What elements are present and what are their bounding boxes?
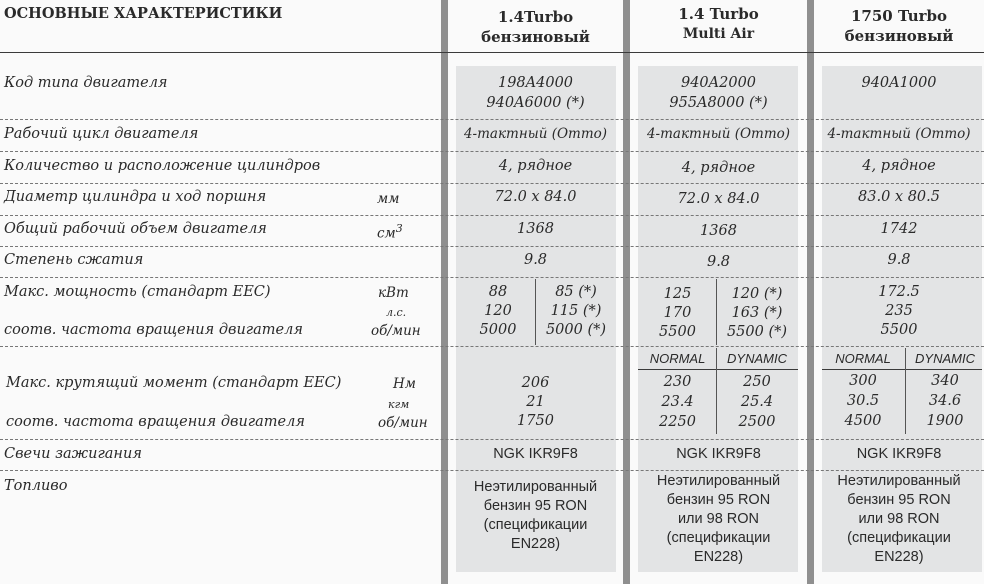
unit-cube: 3 bbox=[395, 222, 403, 235]
engine1-fuel-4: EN228) bbox=[510, 536, 561, 552]
engine1-code-2: 940A6000 (*) bbox=[486, 95, 585, 111]
engine1-power-hp-b: 115 (*) bbox=[550, 303, 602, 319]
row-divider bbox=[0, 346, 984, 347]
engine3-fuel-5: EN228) bbox=[874, 549, 924, 565]
unit-hp: л.с. bbox=[386, 306, 407, 319]
engine2-header-sub: Multi Air bbox=[682, 26, 755, 42]
engine3-fuel-4: (спецификации bbox=[847, 530, 951, 546]
engine3-torque-nm-dynamic: 340 bbox=[931, 373, 959, 389]
engine3-cycle: 4-тактный (Отто) bbox=[827, 126, 971, 142]
engine1-header-name: 1.4Turbo bbox=[497, 8, 574, 26]
engine3-power-hp: 235 bbox=[885, 303, 913, 319]
label-power: Макс. мощность (стандарт ЕЕС) bbox=[4, 284, 271, 300]
label-bore-stroke: Диаметр цилиндра и ход поршня bbox=[4, 189, 267, 205]
engine3-torque-kgm-dynamic: 34.6 bbox=[928, 393, 962, 409]
unit-kgm: кгм bbox=[388, 398, 410, 411]
row-divider bbox=[0, 183, 984, 184]
engine1-displacement: 1368 bbox=[517, 221, 554, 237]
engine1-bore-stroke: 72.0 x 84.0 bbox=[494, 189, 577, 205]
label-torque-rpm: соотв. частота вращения двигателя bbox=[6, 414, 305, 430]
engine2-fuel-4: (спецификации bbox=[666, 530, 771, 546]
engine1-fuel-1: Неэтилированный bbox=[473, 479, 598, 495]
column-separator bbox=[807, 0, 814, 584]
engine1-compression: 9.8 bbox=[523, 252, 548, 268]
row-divider bbox=[0, 215, 984, 216]
engine2-torque-kgm-dynamic: 25.4 bbox=[740, 394, 774, 410]
label-fuel: Топливо bbox=[4, 478, 68, 494]
engine1-fuel-2: бензин 95 RON bbox=[483, 498, 588, 514]
engine2-power-rpm-a: 5500 bbox=[659, 324, 696, 340]
engine2-fuel-2: бензин 95 RON bbox=[666, 492, 771, 508]
engine2-fuel-5: EN228) bbox=[693, 549, 744, 565]
unit-kw: кВт bbox=[378, 285, 409, 301]
engine1-fuel-3: (спецификации bbox=[483, 517, 588, 533]
engine2-code-2: 955A8000 (*) bbox=[669, 95, 768, 111]
unit-cm3 bbox=[377, 222, 403, 242]
engine1-cycle: 4-тактный (Отто) bbox=[463, 126, 608, 142]
unit-cm: см bbox=[377, 225, 396, 242]
engine2-torque-nm-normal: 230 bbox=[663, 374, 692, 390]
engine3-torque-kgm-normal: 30.5 bbox=[846, 393, 880, 409]
engine2-power-hp-b: 163 (*) bbox=[731, 305, 783, 321]
engine2-mode-dynamic: DYNAMIC bbox=[727, 351, 787, 366]
table-title: ОСНОВНЫЕ ХАРАКТЕРИСТИКИ bbox=[4, 5, 283, 22]
engine3-power-kw: 172.5 bbox=[878, 284, 920, 300]
label-cylinders: Количество и расположение цилиндров bbox=[4, 158, 321, 174]
mode-rule bbox=[638, 369, 798, 370]
engine2-power-hp-a: 170 bbox=[663, 305, 692, 321]
row-divider bbox=[0, 439, 984, 440]
engine1-header-sub: бензиновый bbox=[481, 28, 590, 46]
header-rule bbox=[0, 52, 984, 53]
label-displacement: Общий рабочий объем двигателя bbox=[4, 221, 267, 237]
engine3-fuel-3: или 98 RON bbox=[858, 511, 940, 527]
engine1-power-hp-a: 120 bbox=[484, 303, 512, 319]
unit-rpm: об/мин bbox=[371, 323, 421, 339]
engine3-displacement: 1742 bbox=[880, 221, 918, 237]
engine2-code-1: 940A2000 bbox=[680, 75, 757, 91]
engine1-power-rpm-b: 5000 (*) bbox=[545, 322, 607, 338]
row-divider bbox=[0, 151, 984, 152]
engine3-header-sub: бензиновый bbox=[844, 27, 954, 45]
label-torque: Макс. крутящий момент (стандарт ЕЕС) bbox=[6, 375, 342, 391]
engine1-spark-plug: NGK IKR9F8 bbox=[493, 446, 578, 462]
engine1-torque-kgm: 21 bbox=[526, 394, 545, 410]
engine3-mode-dynamic: DYNAMIC bbox=[915, 351, 975, 366]
unit-mm: мм bbox=[377, 191, 400, 207]
engine3-header-name: 1750 Turbo bbox=[850, 7, 948, 25]
engine2-spark-plug: NGK IKR9F8 bbox=[676, 446, 761, 462]
engine1-code-1: 198A4000 bbox=[497, 75, 574, 91]
engine1-cylinders: 4, рядное bbox=[498, 158, 573, 174]
engine2-power-kw-b: 120 (*) bbox=[731, 286, 783, 302]
engine3-torque-nm-normal: 300 bbox=[849, 373, 877, 389]
engine2-power-kw-a: 125 bbox=[663, 286, 692, 302]
engine2-displacement: 1368 bbox=[700, 223, 737, 239]
engine2-bore-stroke: 72.0 x 84.0 bbox=[677, 191, 760, 207]
engine3-fuel-1: Неэтилированный bbox=[837, 473, 961, 489]
row-divider bbox=[0, 246, 984, 247]
engine1-power-kw-b: 85 (*) bbox=[555, 284, 597, 300]
engine2-torque-nm-dynamic: 250 bbox=[743, 374, 771, 390]
engine3-mode-normal: NORMAL bbox=[835, 351, 891, 366]
engine1-torque-rpm: 1750 bbox=[517, 413, 554, 429]
label-compression: Степень сжатия bbox=[4, 252, 144, 268]
engine2-fuel-1: Неэтилированный bbox=[656, 473, 781, 489]
label-power-rpm: соотв. частота вращения двигателя bbox=[4, 322, 303, 338]
column-separator bbox=[441, 0, 448, 584]
mode-rule bbox=[822, 369, 982, 370]
engine3-compression: 9.8 bbox=[887, 252, 911, 268]
row-divider bbox=[0, 470, 984, 471]
engine1-power-rpm-a: 5000 bbox=[479, 322, 517, 338]
engine1-torque-nm: 206 bbox=[521, 375, 550, 391]
label-spark-plugs: Свечи зажигания bbox=[4, 446, 142, 462]
engine2-torque-rpm-dynamic: 2500 bbox=[738, 414, 776, 430]
row-divider bbox=[0, 119, 984, 120]
engine3-spark-plug: NGK IKR9F8 bbox=[856, 446, 942, 462]
engine3-fuel-2: бензин 95 RON bbox=[847, 492, 951, 508]
label-engine-code: Код типа двигателя bbox=[4, 75, 168, 91]
unit-torque-rpm: об/мин bbox=[378, 415, 428, 431]
engine2-cycle: 4-тактный (Отто) bbox=[646, 126, 791, 142]
unit-nm: Нм bbox=[393, 376, 416, 392]
engine3-torque-rpm-dynamic: 1900 bbox=[926, 413, 964, 429]
engine2-power-rpm-b: 5500 (*) bbox=[726, 324, 788, 340]
engine3-bore-stroke: 83.0 x 80.5 bbox=[858, 189, 940, 205]
engine3-cylinders: 4, рядное bbox=[862, 158, 936, 174]
engine2-compression: 9.8 bbox=[706, 254, 731, 270]
engine3-torque-rpm-normal: 4500 bbox=[844, 413, 882, 429]
engine2-cylinders: 4, рядное bbox=[681, 160, 756, 176]
label-cycle: Рабочий цикл двигателя bbox=[4, 126, 199, 142]
row-divider bbox=[0, 277, 984, 278]
engine3-code-1: 940A1000 bbox=[861, 75, 937, 91]
engine3-power-rpm: 5500 bbox=[880, 322, 918, 338]
engine2-mode-normal: NORMAL bbox=[649, 351, 706, 366]
engine2-header-name: 1.4 Turbo bbox=[678, 5, 759, 23]
column-separator bbox=[623, 0, 630, 584]
engine2-fuel-3: или 98 RON bbox=[677, 511, 760, 527]
engine1-power-kw-a: 88 bbox=[488, 284, 508, 300]
engine2-torque-kgm-normal: 23.4 bbox=[661, 394, 694, 410]
engine2-torque-rpm-normal: 2250 bbox=[659, 414, 696, 430]
